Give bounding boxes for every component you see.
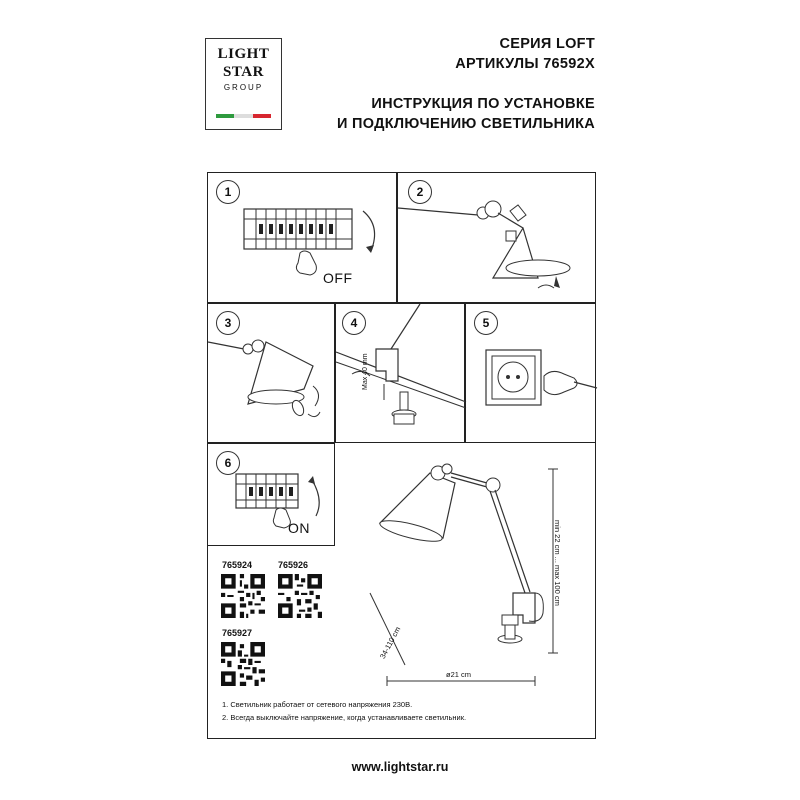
shade-attach-illustration: [398, 173, 597, 304]
step-1-panel: [207, 172, 397, 303]
article-numbers: АРТИКУЛЫ 76592X: [455, 56, 595, 72]
brand-logo: [205, 38, 282, 130]
on-label: ON: [288, 520, 310, 536]
height-dimension-label: min 22 cm ... max 100 cm: [553, 520, 562, 606]
article-code-765926: 765926: [278, 560, 309, 570]
step-6-panel: [207, 443, 335, 546]
clamp-mount-illustration: [336, 304, 466, 444]
doc-title-line2: И ПОДКЛЮЧЕНИЮ СВЕТИЛЬНИКА: [336, 116, 595, 132]
logo-word-star: STAR: [223, 64, 264, 80]
series-name: СЕРИЯ LOFT: [499, 36, 595, 52]
step-number: 1: [216, 180, 240, 204]
italian-flag-icon: [216, 114, 271, 118]
step-number: 6: [216, 451, 240, 475]
article-code-765927: 765927: [222, 628, 253, 638]
note-voltage: 1. Светильник работает от сетевого напряжения 230В.: [222, 700, 413, 709]
breaker-off-illustration: [208, 173, 398, 304]
step-number: 4: [342, 311, 366, 335]
step-number: 3: [216, 311, 240, 335]
logo-word-light: LIGHT: [217, 46, 270, 62]
step-number: 2: [408, 180, 432, 204]
clamp-max-label: Max 40 mm: [362, 353, 369, 390]
step-number: 5: [474, 311, 498, 335]
qr-code-icon[interactable]: [278, 574, 322, 618]
article-code-765924: 765924: [222, 560, 253, 570]
logo-word-group: GROUP: [223, 83, 264, 92]
qr-code-icon[interactable]: [221, 642, 265, 686]
doc-title-line1: ИНСТРУКЦИЯ ПО УСТАНОВКЕ: [371, 96, 595, 112]
website-link[interactable]: www.lightstar.ru: [351, 760, 449, 774]
step-5-panel: [465, 303, 596, 443]
reach-dimension-label: 34-110 cm: [378, 625, 403, 661]
step-3-panel: [207, 303, 335, 443]
plug-socket-illustration: [466, 304, 597, 444]
qr-code-icon[interactable]: [221, 574, 265, 618]
diameter-dimension-label: ø21 cm: [446, 670, 472, 679]
off-label: OFF: [323, 270, 353, 286]
bulb-install-illustration: [208, 304, 336, 444]
step-2-panel: [397, 172, 596, 303]
breaker-on-illustration: [208, 444, 336, 547]
note-safety: 2. Всегда выключайте напряжение, когда устанавливаете светильник.: [222, 713, 467, 722]
step-4-panel: [335, 303, 465, 443]
